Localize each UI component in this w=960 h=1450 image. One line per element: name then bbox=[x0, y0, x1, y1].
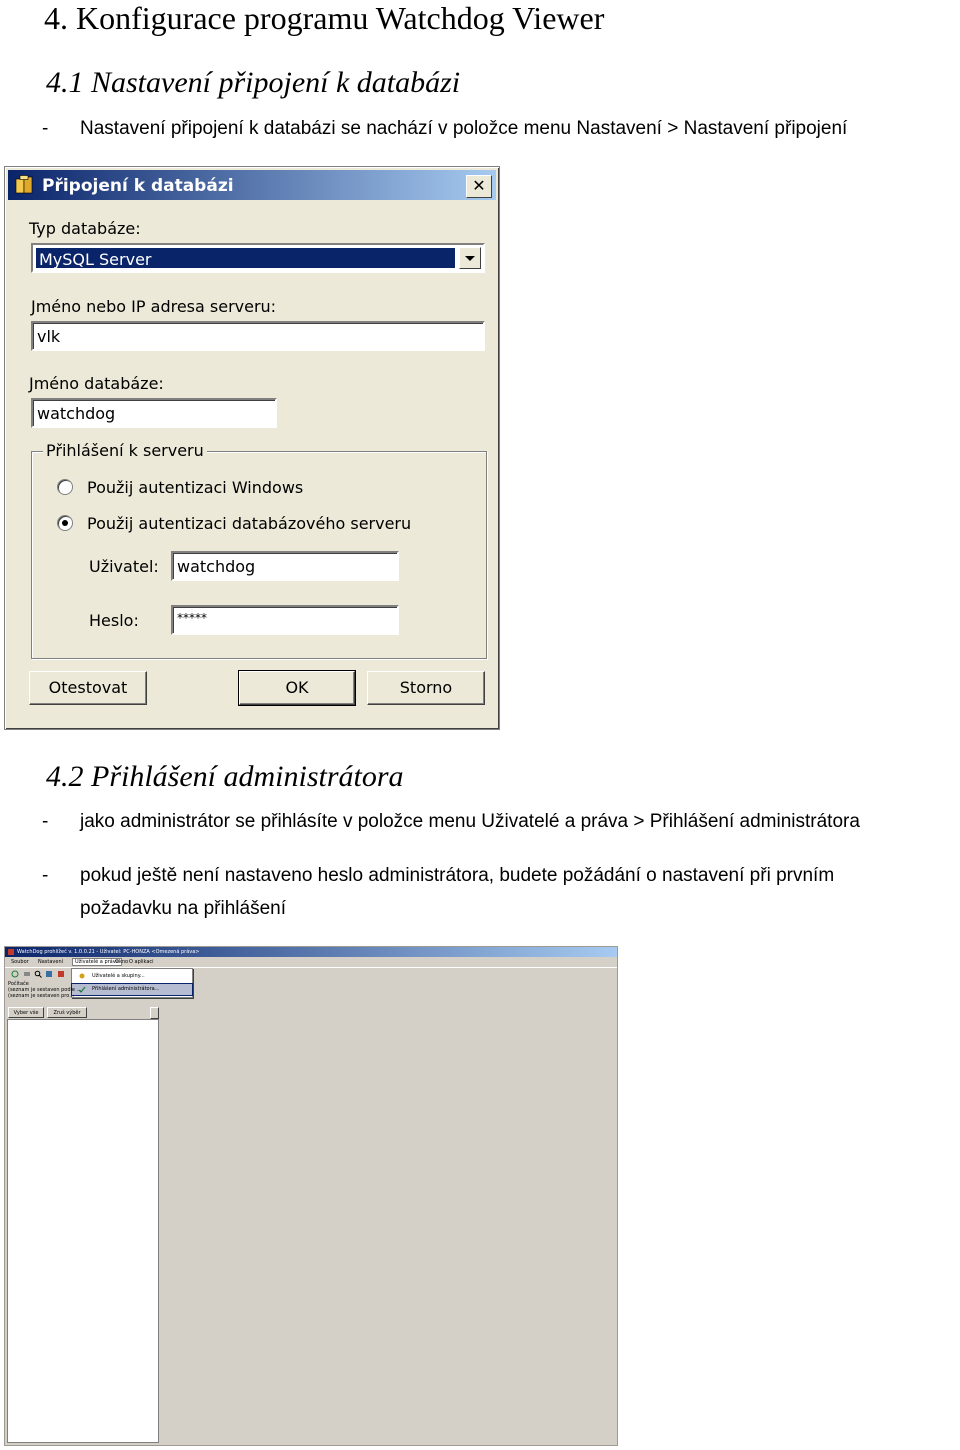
dialog-titlebar bbox=[8, 170, 496, 200]
scrollbar[interactable] bbox=[150, 1007, 159, 1019]
clear-selection-button[interactable]: Zruš výběr bbox=[47, 1007, 87, 1018]
radio-windows-auth[interactable] bbox=[57, 479, 73, 495]
app-titlebar bbox=[5, 947, 617, 957]
login-group-label: Přihlášení k serveru bbox=[43, 441, 207, 460]
close-icon[interactable]: ✕ bbox=[466, 175, 492, 198]
section-title-database: 4.1 Nastavení připojení k databázi bbox=[46, 66, 461, 99]
menu-item-admin-login[interactable] bbox=[72, 984, 192, 995]
menu-okno[interactable]: Okno bbox=[115, 959, 129, 965]
radio-db-label: Použij autentizaci databázového serveru bbox=[87, 514, 412, 533]
ok-button[interactable]: OK bbox=[239, 671, 355, 705]
menu-item-label: Uživatelé a skupiny... bbox=[92, 973, 145, 979]
db-type-label: Typ databáze: bbox=[29, 219, 141, 238]
computers-note-2: (seznam je sestaven pro... bbox=[8, 993, 74, 999]
db-type-value: MySQL Server bbox=[36, 248, 455, 268]
exit-icon[interactable] bbox=[57, 970, 65, 978]
page-heading: 4. Konfigurace programu Watchdog Viewer bbox=[44, 0, 605, 36]
select-all-button[interactable]: Vyber vše bbox=[8, 1007, 44, 1018]
menu-soubor[interactable]: Soubor bbox=[11, 959, 29, 965]
left-panel-info bbox=[8, 981, 81, 999]
refresh-icon[interactable] bbox=[11, 970, 19, 978]
db-name-label: Jméno databáze: bbox=[29, 374, 164, 393]
server-input[interactable]: vlk bbox=[31, 321, 485, 351]
menu-o-aplikaci[interactable]: O aplikaci bbox=[129, 959, 154, 965]
db-name-input[interactable]: watchdog bbox=[31, 398, 277, 428]
database-icon bbox=[14, 175, 36, 195]
watchdog-icon bbox=[7, 948, 15, 956]
test-button[interactable]: Otestovat bbox=[29, 671, 147, 705]
computers-list[interactable] bbox=[7, 1019, 159, 1443]
menu-uzivatele[interactable]: Uživatelé a práva bbox=[72, 958, 122, 966]
connection-dialog bbox=[4, 166, 500, 730]
users-icon bbox=[78, 973, 86, 980]
menu-item-label: Přihlášení administrátora... bbox=[92, 986, 160, 992]
menu-nastaveni[interactable]: Nastavení bbox=[38, 959, 64, 965]
bullet-marker: - bbox=[42, 811, 49, 832]
section2-text2-line2: požadavku na přihlášení bbox=[80, 898, 286, 919]
section-title-admin: 4.2 Přihlášení administrátora bbox=[46, 760, 404, 793]
bullet-marker: - bbox=[42, 865, 49, 886]
section1-text: Nastavení připojení k databázi se nachází v položce menu Nastavení > Nastavení připojení bbox=[80, 118, 848, 139]
server-label: Jméno nebo IP adresa serveru: bbox=[31, 297, 277, 316]
app-title: WatchDog prohlížeč v. 1.0.0.21 - Uživatel: PC-HONZA <Omezená práva> bbox=[17, 949, 200, 955]
user-input[interactable]: watchdog bbox=[171, 551, 399, 581]
db-type-select[interactable] bbox=[31, 243, 485, 273]
password-label: Heslo: bbox=[89, 611, 139, 630]
print-icon[interactable] bbox=[23, 970, 31, 978]
password-input[interactable]: ***** bbox=[171, 605, 399, 635]
section2-text1: jako administrátor se přihlásíte v položce menu Uživatelé a práva > Přihlášení administrátora bbox=[80, 811, 860, 832]
app-window bbox=[4, 946, 618, 1446]
dropdown-menu bbox=[71, 968, 193, 998]
bullet-marker: - bbox=[42, 118, 49, 139]
search-icon[interactable] bbox=[34, 970, 42, 978]
list-icon[interactable] bbox=[45, 970, 53, 978]
section2-text2-line1: pokud ještě není nastaveno heslo administrátora, budete požádání o nastavení při prvním bbox=[80, 865, 835, 886]
menu-item-users-groups[interactable] bbox=[72, 971, 192, 982]
dialog-title: Připojení k databázi bbox=[42, 176, 234, 196]
cancel-button[interactable]: Storno bbox=[367, 671, 485, 705]
user-label: Uživatel: bbox=[89, 557, 159, 576]
computers-title: Počítače bbox=[8, 981, 29, 987]
radio-db-auth[interactable] bbox=[57, 515, 73, 531]
chevron-down-icon[interactable] bbox=[459, 247, 481, 269]
computers-note: (seznam je sestaven podle ... bbox=[8, 987, 82, 993]
radio-windows-label: Použij autentizaci Windows bbox=[87, 478, 304, 497]
